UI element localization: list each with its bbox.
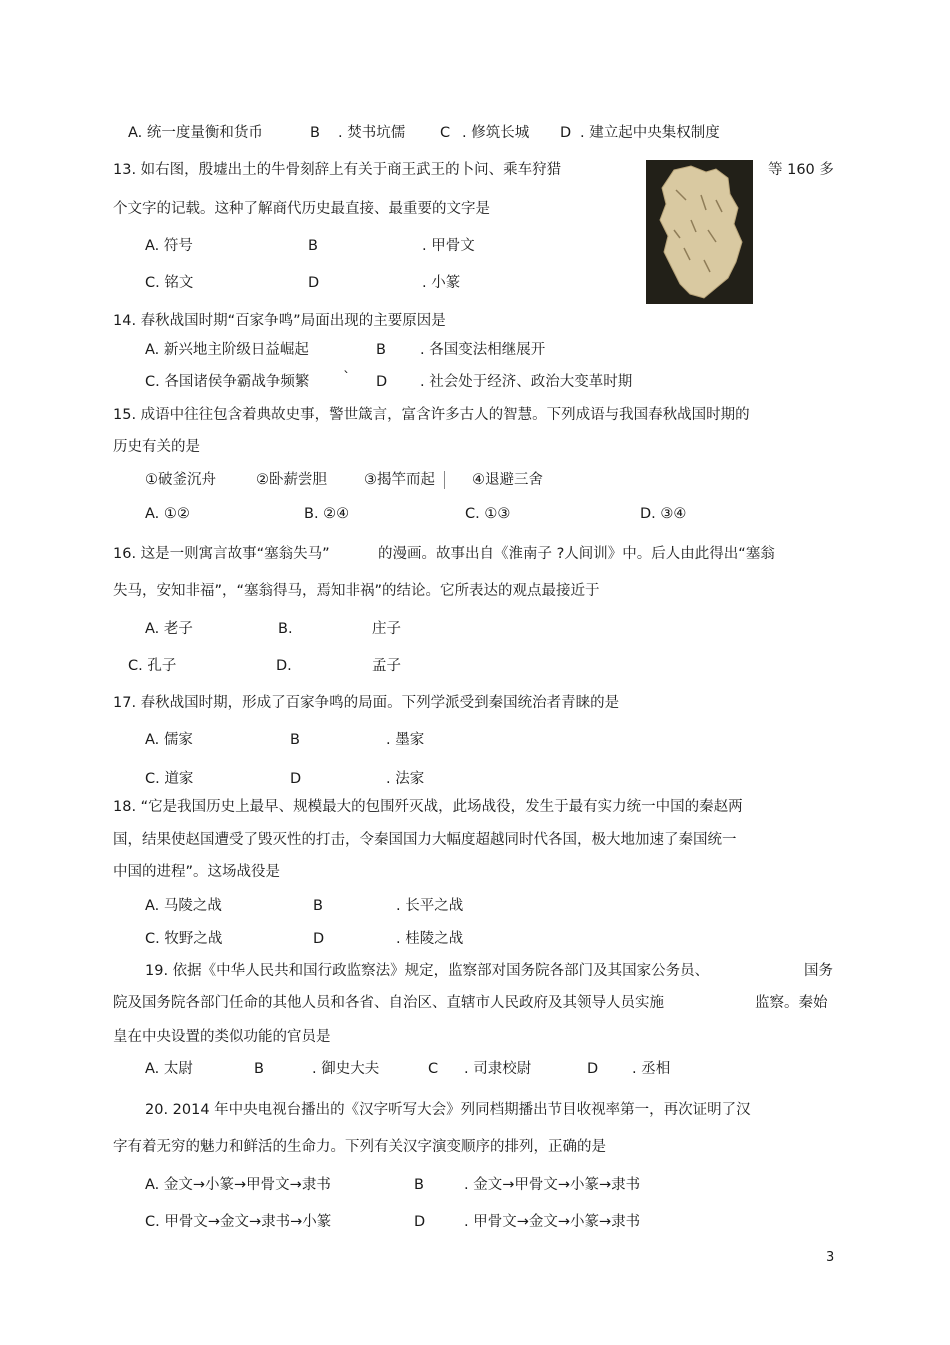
q14-stem: 14. 春秋战国时期“百家争鸣”局面出现的主要原因是	[113, 313, 446, 329]
q19-stem-line2: 院及国务院各部门任命的其他人员和各省、自治区、直辖市人民政府及其领导人员实施	[113, 995, 664, 1011]
q13-option-d-letter: D	[308, 275, 320, 291]
q13-option-b-letter: B	[308, 238, 318, 254]
q17-stem: 17. 春秋战国时期，形成了百家争鸣的局面。下列学派受到秦国统治者青睐的是	[113, 695, 620, 711]
q20-stem-line1: 20. 2014 年中央电视台播出的《汉字听写大会》列同档期播出节目收视率第一，再次证明了汉	[145, 1102, 751, 1118]
q19-option-a: A. 太尉	[145, 1061, 193, 1077]
q13-stem-line2: 个文字的记载。这种了解商代历史最直接、最重要的文字是	[113, 201, 490, 217]
page-number: 3	[826, 1250, 835, 1265]
q12-option-b: . 焚书坑儒	[338, 125, 406, 141]
q15-divider	[444, 471, 445, 489]
q20-stem-line2: 字有着无穷的魅力和鲜活的生命力。下列有关汉字演变顺序的排列，正确的是	[113, 1139, 606, 1155]
q16-option-a: A. 老子	[145, 621, 193, 637]
q19-option-b-letter: B	[254, 1061, 264, 1077]
q15-item-4: ④退避三舍	[472, 472, 543, 488]
q19-stem-line2-tail: 监察。秦始	[755, 995, 828, 1011]
q15-option-c: C. ①③	[465, 506, 511, 522]
oracle-bone-image	[646, 160, 753, 304]
q14-option-a: A. 新兴地主阶级日益崛起	[145, 342, 309, 358]
q18-option-d-letter: D	[313, 931, 325, 947]
q20-option-c: C. 甲骨文→金文→隶书→小篆	[145, 1214, 332, 1230]
q20-option-b-letter: B	[414, 1177, 424, 1193]
q12-option-d-letter: D	[560, 125, 572, 141]
q17-option-a: A. 儒家	[145, 732, 193, 748]
q18-stem-line2: 国，结果使赵国遭受了毁灭性的打击，令秦国国力大幅度超越同时代各国，极大地加速了秦国统一	[113, 832, 737, 848]
q13-option-c: C. 铭文	[145, 275, 194, 291]
q19-option-c: . 司隶校尉	[464, 1061, 532, 1077]
q12-option-d: . 建立起中央集权制度	[580, 125, 720, 141]
q12-option-c: . 修筑长城	[462, 125, 530, 141]
q15-option-d: D. ③④	[640, 506, 687, 522]
q20-option-b: . 金文→甲骨文→小篆→隶书	[464, 1177, 641, 1193]
q18-stem-line1: 18. “它是我国历史上最早、规模最大的包围歼灭战，此场战役，发生于最有实力统一中国的秦赵两	[113, 799, 743, 815]
q13-option-b: . 甲骨文	[422, 238, 475, 254]
q13-stem-line1: 13. 如右图，殷墟出土的牛骨刻辞上有关于商王武王的卜问、乘车狩猎	[113, 162, 562, 178]
q18-stem-line3: 中国的进程”。这场战役是	[113, 864, 281, 880]
q15-item-1: ①破釜沉舟	[145, 472, 216, 488]
q20-option-d-letter: D	[414, 1214, 426, 1230]
q12-option-c-letter: C	[440, 125, 451, 141]
q14-option-c: C. 各国诸侯争霸战争频繁	[145, 374, 310, 390]
q13-stem-line1-tail: 等 160 多	[768, 162, 834, 178]
q16-stem-line2: 失马，安知非福”，“塞翁得马，焉知非祸”的结论。它所表达的观点最接近于	[113, 583, 600, 599]
q17-option-d: . 法家	[386, 771, 425, 787]
q16-option-c: C. 孔子	[128, 658, 177, 674]
q13-option-d: . 小篆	[422, 275, 461, 291]
q13-option-a: A. 符号	[145, 238, 193, 254]
q15-item-2: ②卧薪尝胆	[256, 472, 327, 488]
q19-stem-line3: 皇在中央设置的类似功能的官员是	[113, 1029, 331, 1045]
q17-option-b-letter: B	[290, 732, 300, 748]
q17-option-b: . 墨家	[386, 732, 425, 748]
q16-stem-line1b: 的漫画。故事出自《淮南子 ?人间训》中。后人由此得出“塞翁	[378, 546, 775, 562]
q14-option-b-letter: B	[376, 342, 386, 358]
q18-option-a: A. 马陵之战	[145, 898, 222, 914]
q16-stem-line1a: 16. 这是一则寓言故事“塞翁失马”	[113, 546, 330, 562]
q16-option-d: 孟子	[372, 658, 401, 674]
q12-option-b-letter: B	[310, 125, 320, 141]
q19-stem-line1: 19. 依据《中华人民共和国行政监察法》规定，监察部对国务院各部门及其国家公务员、	[145, 963, 710, 979]
q15-stem-line1: 15. 成语中往往包含着典故史事，警世箴言，富含许多古人的智慧。下列成语与我国春秋战国时期的	[113, 407, 750, 423]
q14-option-d: . 社会处于经济、政治大变革时期	[420, 374, 633, 390]
q18-option-b: . 长平之战	[396, 898, 464, 914]
q17-option-c: C. 道家	[145, 771, 194, 787]
q19-option-b: . 御史大夫	[312, 1061, 380, 1077]
q19-option-d-letter: D	[587, 1061, 599, 1077]
q16-option-b: 庄子	[372, 621, 401, 637]
q19-option-c-letter: C	[428, 1061, 439, 1077]
q14-option-d-letter: D	[376, 374, 388, 390]
q18-option-c: C. 牧野之战	[145, 931, 223, 947]
q14-option-c-mark: `	[343, 370, 351, 386]
q12-option-a: A. 统一度量衡和货币	[128, 125, 263, 141]
q20-option-d: . 甲骨文→金文→小篆→隶书	[464, 1214, 641, 1230]
q15-item-3: ③揭竿而起	[364, 472, 435, 488]
q14-option-b: . 各国变法相继展开	[420, 342, 546, 358]
q18-option-b-letter: B	[313, 898, 323, 914]
q19-option-d: . 丞相	[632, 1061, 671, 1077]
q19-stem-line1-tail: 国务	[804, 963, 833, 979]
q15-stem-line2: 历史有关的是	[113, 439, 200, 455]
q20-option-a: A. 金文→小篆→甲骨文→隶书	[145, 1177, 331, 1193]
q17-option-d-letter: D	[290, 771, 302, 787]
q15-option-a: A. ①②	[145, 506, 190, 522]
q15-option-b: B. ②④	[304, 506, 350, 522]
q16-option-d-letter: D.	[276, 658, 292, 674]
q16-option-b-letter: B.	[278, 621, 293, 637]
q18-option-d: . 桂陵之战	[396, 931, 464, 947]
